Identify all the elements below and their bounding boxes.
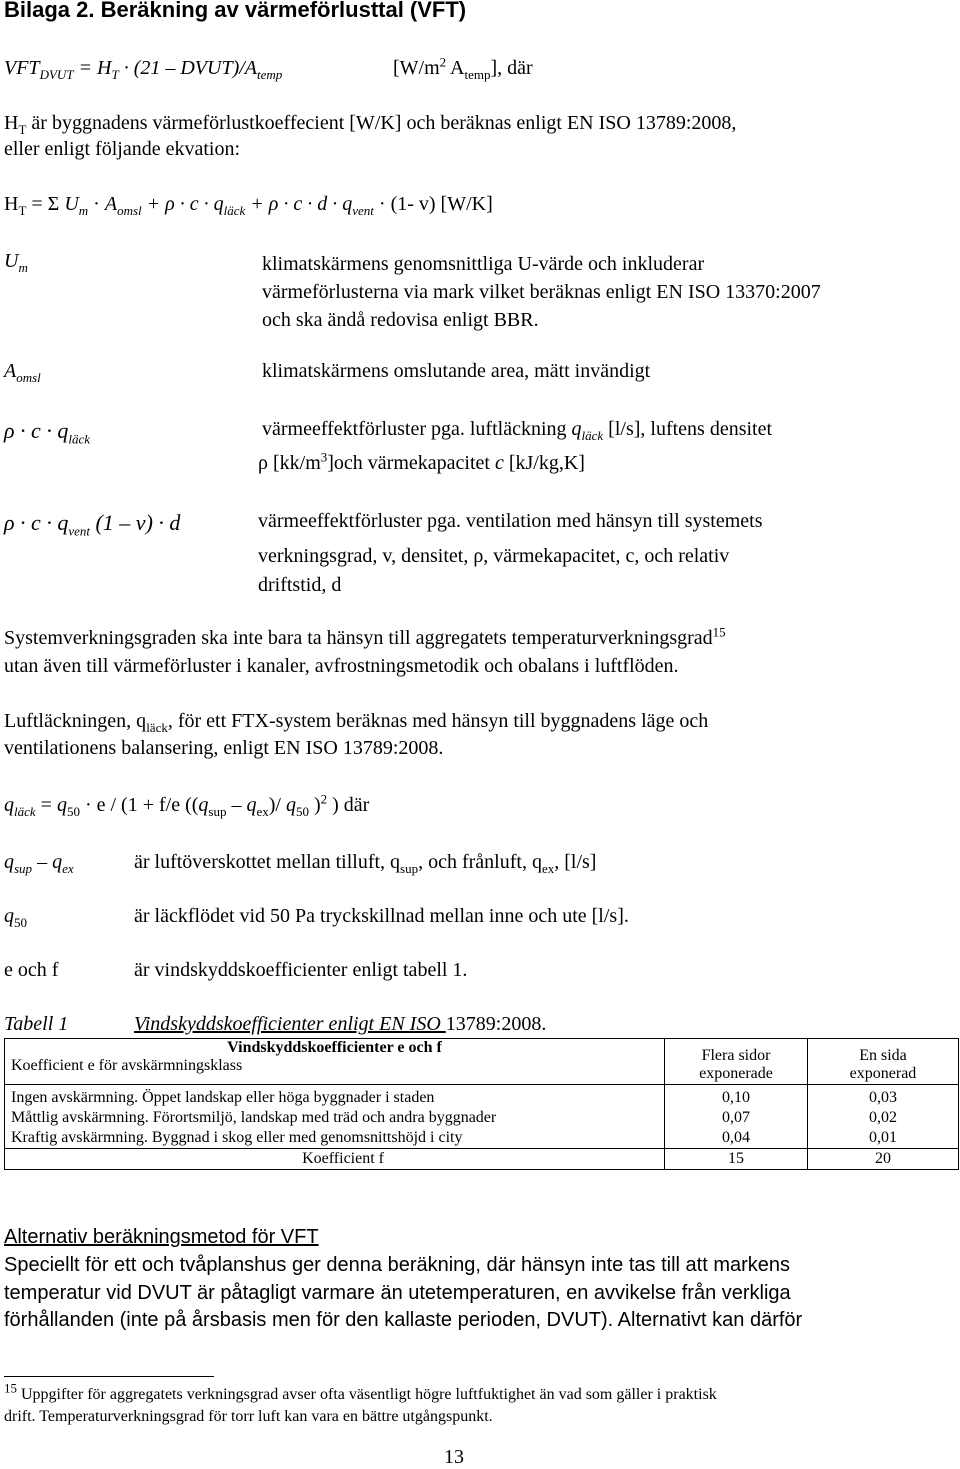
def-um-text: klimatskärmens genomsnittliga U-värde och inkluderar värmeförlusterna via mark vilket beräknas enligt EN ISO 13370:2007 och ska ändå redovisa enligt BBR. xyxy=(262,253,821,331)
ht-description-line1: $H_T$ är byggnadens värmeförlustkoeffecient [W/K] och beräknas enligt EN ISO 13789:2008, xyxy=(4,112,737,137)
vft-unit: [$W/m^2$ $A_{temp}$], där xyxy=(393,54,533,82)
table-row: Måttlig avskärmning. Förortsmiljö, landskap med träd och andra byggnader 0,07 0,02 xyxy=(5,1108,959,1128)
alt-heading: Alternativ beräkningsmetod för VFT xyxy=(4,1226,319,1248)
table-header-sub: Koefficient e för avskärmningsklass xyxy=(11,1057,243,1074)
systemverkningsgrad-line2: utan även till värmeförluster i kanaler, avfrostningsmetodik och obalans i luftflöden. xyxy=(4,655,679,677)
table-header-row xyxy=(5,1039,959,1085)
def-aomsl-symbol: $A_{omsl}$ xyxy=(4,360,41,385)
footnote-divider xyxy=(4,1376,214,1377)
alt-line2: temperatur vid DVUT är påtagligt varmare än utetemperaturen, en avvikelse från verkliga xyxy=(4,1282,791,1304)
footnote-line1: $^{15}$ Uppgifter för aggregatets verkningsgrad avser ofta väsentligt högre luftfuktighet än vad som gäller i praktisk xyxy=(4,1380,717,1403)
footnote-line2: drift. Temperaturverkningsgrad för torr luft kan vara en bättre utgångspunkt. xyxy=(4,1408,493,1425)
alt-line3: förhållanden (inte på årsbasis men för den kallaste perioden, DVUT). Alternativt kan därför xyxy=(4,1309,803,1331)
table-row: Kraftig avskärmning. Byggnad i skog eller med genomsnittshöjd i city 0,04 0,01 xyxy=(5,1128,959,1149)
def-rho-vent-line1: värmeeffektförluster pga. ventilation med hänsyn till systemets xyxy=(258,510,763,532)
ht-formula: $H_T = \Sigma$ $U_m \cdot A_{omsl} + \rho \cdot c \cdot q_{läck} + \rho \cdot c \cdot d \cdot q_{vent} \cdot (1-$ v) [W/K] xyxy=(4,193,493,218)
def-qsup-text: är luftöverskottet mellan tilluft, $q_{sup}$, och frånluft, $q_{ex}$, [l/s] xyxy=(134,851,597,876)
def-ef-text: är vindskyddskoefficienter enligt tabell 1. xyxy=(134,959,468,981)
vft-formula: $VFT_{DVUT} = H_T \cdot (21$ – $DVUT)/A_{temp}$ xyxy=(4,57,283,82)
systemverkningsgrad-line1: Systemverkningsgraden ska inte bara ta hänsyn till aggregatets temperaturverkningsgrad$^{15}$ xyxy=(4,624,726,649)
def-rho-leak-line2: ρ $[kk/m^3]och$ värmekapacitet c [kJ/kg,K] xyxy=(258,449,585,474)
def-rho-vent-line2: verkningsgrad, v, densitet, ρ, värmekapacitet, c, och relativ xyxy=(258,545,730,567)
def-rho-leak-line1: värmeeffektförluster pga. luftläckning $q_{läck}$ [l/s], luftens densitet xyxy=(262,418,773,443)
table-col-header-2: En sida exponerad xyxy=(808,1039,959,1085)
footnote-ref: 15 xyxy=(712,624,726,640)
def-qsup-symbol: $q_{sup} - q_{ex}$ xyxy=(4,851,74,876)
luftlackning-line1: Luftläckningen, $q_{läck}$, för ett FTX-system beräknas med hänsyn till byggnadens läge och xyxy=(4,710,709,735)
def-rho-leak-symbol: $\rho \cdot c \cdot q_{läck}$ xyxy=(4,418,90,447)
table-row: Ingen avskärmning. Öppet landskap eller höga byggnader i staden 0,10 0,03 xyxy=(5,1085,959,1109)
ht-description-line2: eller enligt följande ekvation: xyxy=(4,138,241,160)
page-number: 13 xyxy=(444,1446,464,1468)
def-um-symbol: $U_m$ xyxy=(4,250,28,275)
table-header-title: Vindskyddskoefficienter e och f xyxy=(227,1039,442,1056)
table-caption-label: Tabell 1 xyxy=(4,1013,69,1035)
qlack-formula: $q_{läck} = q_{50} \cdot e / (1 + f/e$ ($(q_{sup} - q_{ex})/$ $q_{50}$ )$^2$ ) där xyxy=(4,791,370,819)
table-col-header-1: Flera sidor exponerade xyxy=(665,1039,808,1085)
def-aomsl-text: klimatskärmens omslutande area, mätt invändigt xyxy=(262,360,651,382)
vindskydd-table xyxy=(4,1038,959,1170)
table-caption-title: Vindskyddskoefficienter enligt EN ISO 13789:2008. xyxy=(134,1013,547,1035)
def-q50-text: är läckflödet vid 50 Pa tryckskillnad mellan inne och ute [l/s]. xyxy=(134,905,629,927)
alt-line1: Speciellt för ett och tvåplanshus ger denna beräkning, där hänsyn inte tas till att markens xyxy=(4,1254,791,1276)
def-ef-symbol: e och f xyxy=(4,959,59,981)
def-rho-vent-symbol: $\rho \cdot c \cdot q_{vent}$ (1 – v) · d xyxy=(4,510,181,539)
table-f-row: Koefficient f 15 20 xyxy=(5,1149,959,1170)
page-heading: Bilaga 2. Beräkning av värmeförlusttal (VFT) xyxy=(4,0,467,22)
def-rho-vent-line3: driftstid, d xyxy=(258,574,342,596)
def-q50-symbol: $q_{50}$ xyxy=(4,905,27,930)
luftlackning-line2: ventilationens balansering, enligt EN ISO 13789:2008. xyxy=(4,737,444,759)
